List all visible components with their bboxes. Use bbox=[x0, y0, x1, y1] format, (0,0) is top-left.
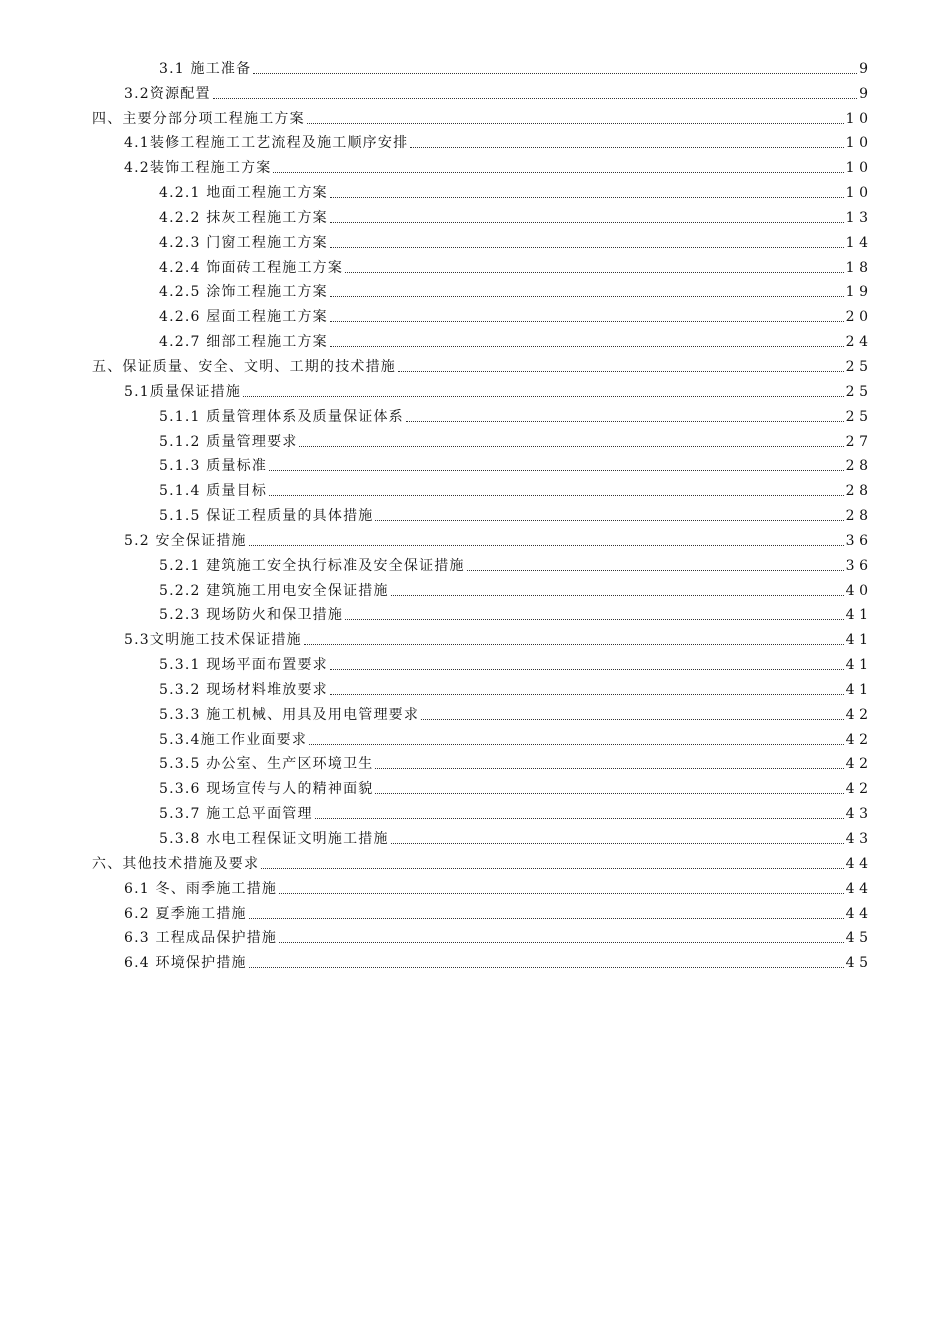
dot-leader bbox=[391, 843, 844, 844]
toc-entry[interactable] bbox=[0, 897, 950, 922]
toc-entry-title: 5.3.4施工作业面要求 bbox=[159, 731, 308, 748]
toc-entry-page-number: 41 bbox=[845, 657, 873, 674]
toc-entry-title: 四、主要分部分项工程施工方案 bbox=[92, 110, 305, 127]
toc-entry-title: 5.1.5 保证工程质量的具体措施 bbox=[159, 508, 374, 525]
toc-entry-title: 4.2.4 饰面砖工程施工方案 bbox=[159, 259, 344, 276]
toc-entry[interactable] bbox=[0, 251, 950, 276]
toc-entry-title: 5.1.1 质量管理体系及质量保证体系 bbox=[159, 408, 404, 425]
toc-entry-title: 5.3.3 施工机械、用具及用电管理要求 bbox=[159, 706, 420, 723]
toc-entry[interactable] bbox=[0, 325, 950, 350]
toc-entry-page-number: 14 bbox=[845, 234, 873, 251]
toc-entry-page-number: 41 bbox=[845, 681, 873, 698]
dot-leader bbox=[269, 470, 844, 471]
toc-entry-page-number: 27 bbox=[845, 433, 873, 450]
toc-entry-title: 5.2.3 现场防火和保卫措施 bbox=[159, 607, 344, 624]
toc-entry[interactable] bbox=[0, 474, 950, 499]
toc-entry-page-number: 10 bbox=[845, 185, 873, 202]
toc-entry-page-number: 43 bbox=[845, 831, 873, 847]
toc-entry-page-number: 9 bbox=[859, 85, 873, 102]
toc-entry-page-number: 10 bbox=[845, 160, 873, 177]
toc-entry-page-number: 44 bbox=[845, 905, 873, 922]
toc-entry-title: 5.3.7 施工总平面管理 bbox=[159, 806, 313, 823]
toc-entry[interactable] bbox=[0, 673, 950, 698]
toc-entry-page-number: 36 bbox=[845, 557, 873, 574]
dot-leader bbox=[375, 768, 843, 769]
table-of-contents bbox=[0, 52, 950, 971]
toc-entry[interactable] bbox=[0, 52, 950, 77]
toc-entry-page-number: 28 bbox=[845, 483, 873, 500]
toc-entry-page-number: 41 bbox=[845, 607, 873, 624]
dot-leader bbox=[304, 644, 844, 645]
toc-entry[interactable] bbox=[0, 102, 950, 127]
dot-leader bbox=[375, 793, 843, 794]
dot-leader bbox=[279, 893, 844, 894]
dot-leader bbox=[330, 247, 844, 248]
toc-entry-title: 5.3.6 现场宣传与人的精神面貌 bbox=[159, 781, 374, 798]
toc-entry-page-number: 42 bbox=[845, 781, 873, 798]
toc-entry-page-number: 25 bbox=[845, 358, 873, 375]
dot-leader bbox=[330, 296, 844, 297]
toc-entry-title: 4.2.2 抹灰工程施工方案 bbox=[159, 209, 328, 226]
toc-entry-page-number: 25 bbox=[845, 383, 873, 400]
dot-leader bbox=[249, 545, 844, 546]
toc-entry-title: 5.3.8 水电工程保证文明施工措施 bbox=[159, 831, 389, 847]
dot-leader bbox=[330, 222, 844, 223]
toc-entry[interactable] bbox=[0, 822, 950, 847]
toc-entry[interactable] bbox=[0, 226, 950, 251]
toc-entry-title: 5.1质量保证措施 bbox=[124, 383, 242, 400]
dot-leader bbox=[253, 73, 857, 74]
dot-leader bbox=[345, 272, 844, 273]
toc-entry-title: 6.4 环境保护措施 bbox=[124, 955, 247, 972]
toc-entry-page-number: 20 bbox=[845, 309, 873, 326]
dot-leader bbox=[330, 669, 844, 670]
toc-entry-title: 5.2.1 建筑施工安全执行标准及安全保证措施 bbox=[159, 557, 465, 574]
dot-leader bbox=[273, 172, 843, 173]
toc-entry-page-number: 41 bbox=[845, 632, 873, 649]
toc-entry[interactable] bbox=[0, 350, 950, 375]
toc-entry-title: 六、其他技术措施及要求 bbox=[92, 855, 260, 872]
toc-entry-title: 4.2.7 细部工程施工方案 bbox=[159, 334, 328, 351]
toc-entry-title: 5.3.1 现场平面布置要求 bbox=[159, 657, 328, 674]
dot-leader bbox=[243, 396, 844, 397]
toc-entry[interactable] bbox=[0, 127, 950, 152]
toc-entry-page-number: 40 bbox=[845, 582, 873, 599]
toc-entry-page-number: 10 bbox=[845, 135, 873, 152]
dot-leader bbox=[330, 197, 844, 198]
toc-entry-title: 3.1 施工准备 bbox=[159, 60, 252, 77]
dot-leader bbox=[249, 918, 844, 919]
dot-leader bbox=[299, 446, 843, 447]
toc-entry-page-number: 28 bbox=[845, 458, 873, 475]
dot-leader bbox=[345, 619, 844, 620]
toc-entry-page-number: 44 bbox=[845, 880, 873, 897]
toc-entry[interactable] bbox=[0, 400, 950, 425]
toc-entry[interactable] bbox=[0, 300, 950, 325]
dot-leader bbox=[249, 967, 844, 968]
dot-leader bbox=[410, 147, 843, 148]
dot-leader bbox=[406, 421, 844, 422]
toc-entry-title: 6.2 夏季施工措施 bbox=[124, 905, 247, 922]
toc-entry-title: 5.3.2 现场材料堆放要求 bbox=[159, 681, 328, 698]
toc-entry-title: 4.2.1 地面工程施工方案 bbox=[159, 185, 328, 202]
toc-entry[interactable] bbox=[0, 450, 950, 475]
toc-entry[interactable] bbox=[0, 872, 950, 897]
toc-entry-page-number: 18 bbox=[845, 259, 873, 276]
toc-entry-page-number: 10 bbox=[845, 110, 873, 127]
toc-entry-title: 6.3 工程成品保护措施 bbox=[124, 930, 278, 947]
toc-entry[interactable] bbox=[0, 623, 950, 648]
toc-entry-title: 5.1.4 质量目标 bbox=[159, 483, 268, 500]
toc-entry-title: 5.1.3 质量标准 bbox=[159, 458, 268, 475]
toc-entry[interactable] bbox=[0, 723, 950, 748]
toc-entry[interactable] bbox=[0, 599, 950, 624]
toc-entry-page-number: 42 bbox=[845, 731, 873, 748]
toc-entry[interactable] bbox=[0, 77, 950, 102]
toc-entry-title: 五、保证质量、安全、文明、工期的技术措施 bbox=[92, 358, 396, 375]
toc-entry-title: 5.1.2 质量管理要求 bbox=[159, 433, 298, 450]
toc-entry[interactable] bbox=[0, 201, 950, 226]
toc-entry-page-number: 45 bbox=[845, 930, 873, 947]
toc-entry[interactable] bbox=[0, 748, 950, 773]
toc-entry-title: 4.2装饰工程施工方案 bbox=[124, 160, 272, 177]
toc-entry[interactable] bbox=[0, 276, 950, 301]
dot-leader bbox=[315, 818, 844, 819]
dot-leader bbox=[467, 570, 844, 571]
toc-entry[interactable] bbox=[0, 946, 950, 971]
toc-entry-page-number: 25 bbox=[845, 408, 873, 425]
toc-entry-title: 4.2.5 涂饰工程施工方案 bbox=[159, 284, 328, 301]
toc-entry[interactable] bbox=[0, 176, 950, 201]
toc-entry-title: 4.2.3 门窗工程施工方案 bbox=[159, 234, 328, 251]
toc-entry[interactable] bbox=[0, 375, 950, 400]
toc-entry[interactable] bbox=[0, 549, 950, 574]
dot-leader bbox=[269, 495, 844, 496]
toc-entry[interactable] bbox=[0, 151, 950, 176]
toc-entry-page-number: 36 bbox=[845, 532, 873, 549]
dot-leader bbox=[391, 595, 844, 596]
toc-entry-page-number: 45 bbox=[845, 955, 873, 972]
toc-entry-page-number: 9 bbox=[859, 60, 873, 77]
dot-leader bbox=[279, 942, 844, 943]
toc-entry[interactable] bbox=[0, 698, 950, 723]
dot-leader bbox=[330, 321, 844, 322]
dot-leader bbox=[330, 346, 844, 347]
toc-entry[interactable] bbox=[0, 797, 950, 822]
toc-entry-title: 4.1装修工程施工工艺流程及施工顺序安排 bbox=[124, 135, 409, 152]
dot-leader bbox=[213, 98, 857, 99]
toc-entry[interactable] bbox=[0, 772, 950, 797]
toc-entry[interactable] bbox=[0, 524, 950, 549]
toc-entry[interactable] bbox=[0, 922, 950, 947]
toc-entry[interactable] bbox=[0, 847, 950, 872]
toc-entry-title: 5.2.2 建筑施工用电安全保证措施 bbox=[159, 582, 389, 599]
dot-leader bbox=[261, 868, 843, 869]
dot-leader bbox=[375, 520, 843, 521]
toc-entry[interactable] bbox=[0, 499, 950, 524]
toc-entry[interactable] bbox=[0, 648, 950, 673]
toc-entry[interactable] bbox=[0, 425, 950, 450]
toc-entry-page-number: 28 bbox=[845, 508, 873, 525]
toc-entry-title: 5.3.5 办公室、生产区环境卫生 bbox=[159, 756, 374, 773]
dot-leader bbox=[398, 371, 844, 372]
toc-entry-page-number: 44 bbox=[845, 855, 873, 872]
toc-entry-title: 3.2资源配置 bbox=[124, 85, 211, 102]
toc-entry-title: 5.2 安全保证措施 bbox=[124, 532, 247, 549]
toc-entry-title: 6.1 冬、雨季施工措施 bbox=[124, 880, 278, 897]
toc-entry[interactable] bbox=[0, 574, 950, 599]
toc-entry-title: 4.2.6 屋面工程施工方案 bbox=[159, 309, 328, 326]
toc-entry-page-number: 42 bbox=[845, 756, 873, 773]
toc-entry-page-number: 19 bbox=[845, 284, 873, 301]
dot-leader bbox=[309, 744, 844, 745]
toc-entry-page-number: 24 bbox=[845, 334, 873, 351]
dot-leader bbox=[330, 694, 844, 695]
toc-entry-page-number: 42 bbox=[845, 706, 873, 723]
toc-entry-page-number: 13 bbox=[845, 209, 873, 226]
toc-entry-title: 5.3文明施工技术保证措施 bbox=[124, 632, 302, 649]
toc-entry-page-number: 43 bbox=[845, 806, 873, 823]
dot-leader bbox=[307, 123, 844, 124]
dot-leader bbox=[421, 719, 844, 720]
